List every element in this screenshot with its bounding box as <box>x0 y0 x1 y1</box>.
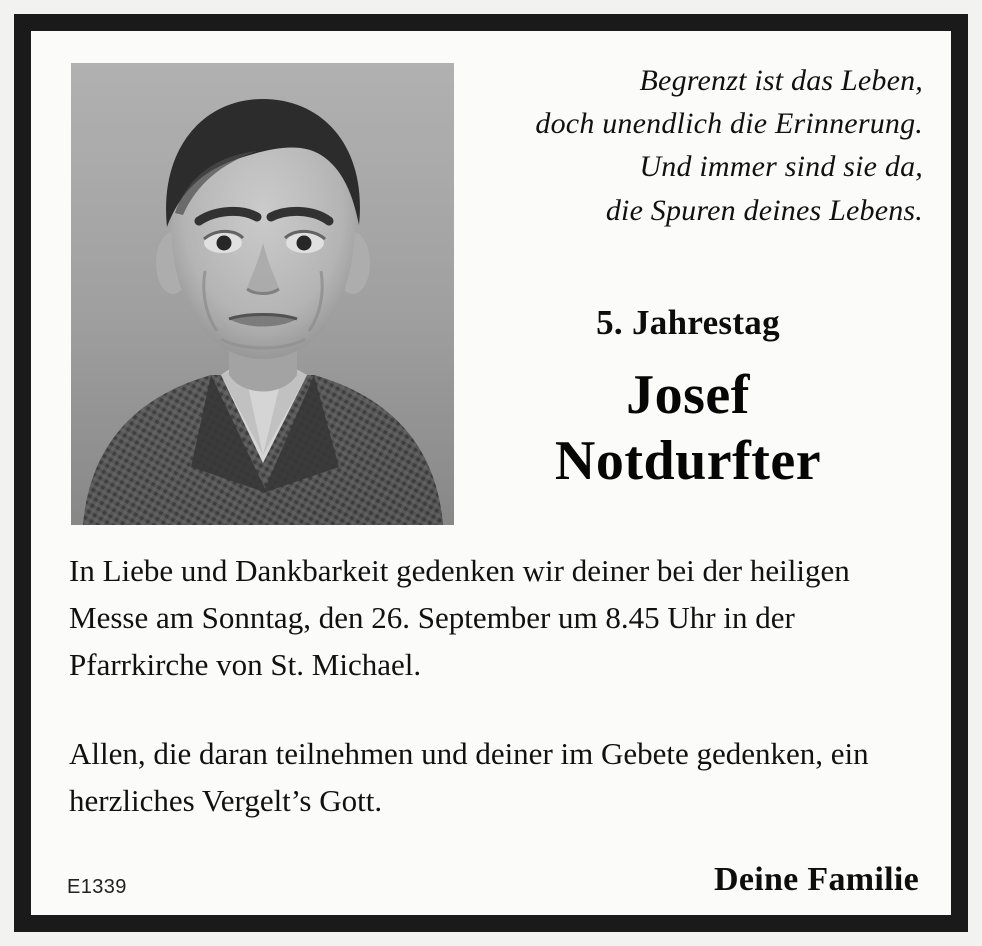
signature: Deine Familie <box>713 861 919 898</box>
memorial-verse <box>453 59 923 232</box>
announcement-paragraph-2: Allen, die daran teilnehmen und deiner im Gebete gedenken, ein herzliches Vergelt’s Gott. <box>69 736 869 819</box>
announcement-paragraph-1: In Liebe und Dankbarkeit gedenken wir deiner bei der heiligen Messe am Sonntag, den 26. September um 8.45 Uhr in der Pfarrkirche von St. Michael. <box>69 553 850 683</box>
verse-line-2: doch unendlich die Erinnerung. <box>535 107 923 141</box>
announcement-text <box>53 547 929 825</box>
portrait-photo <box>71 63 454 525</box>
deceased-first-name: Josef <box>626 364 750 426</box>
card-footer <box>53 861 929 899</box>
card-content <box>31 31 951 915</box>
header-section <box>53 45 929 537</box>
verse-line-1: Begrenzt ist das Leben, <box>639 64 923 97</box>
reference-code: E1339 <box>67 876 127 898</box>
deceased-name <box>453 363 923 494</box>
anniversary-label: 5. Jahrestag <box>596 303 780 342</box>
verse-line-4: die Spuren deines Lebens. <box>605 193 923 227</box>
verse-line-3: Und immer sind sie da, <box>639 150 923 184</box>
deceased-last-name: Notdurfter <box>554 429 822 492</box>
portrait-photo-image <box>71 63 454 525</box>
